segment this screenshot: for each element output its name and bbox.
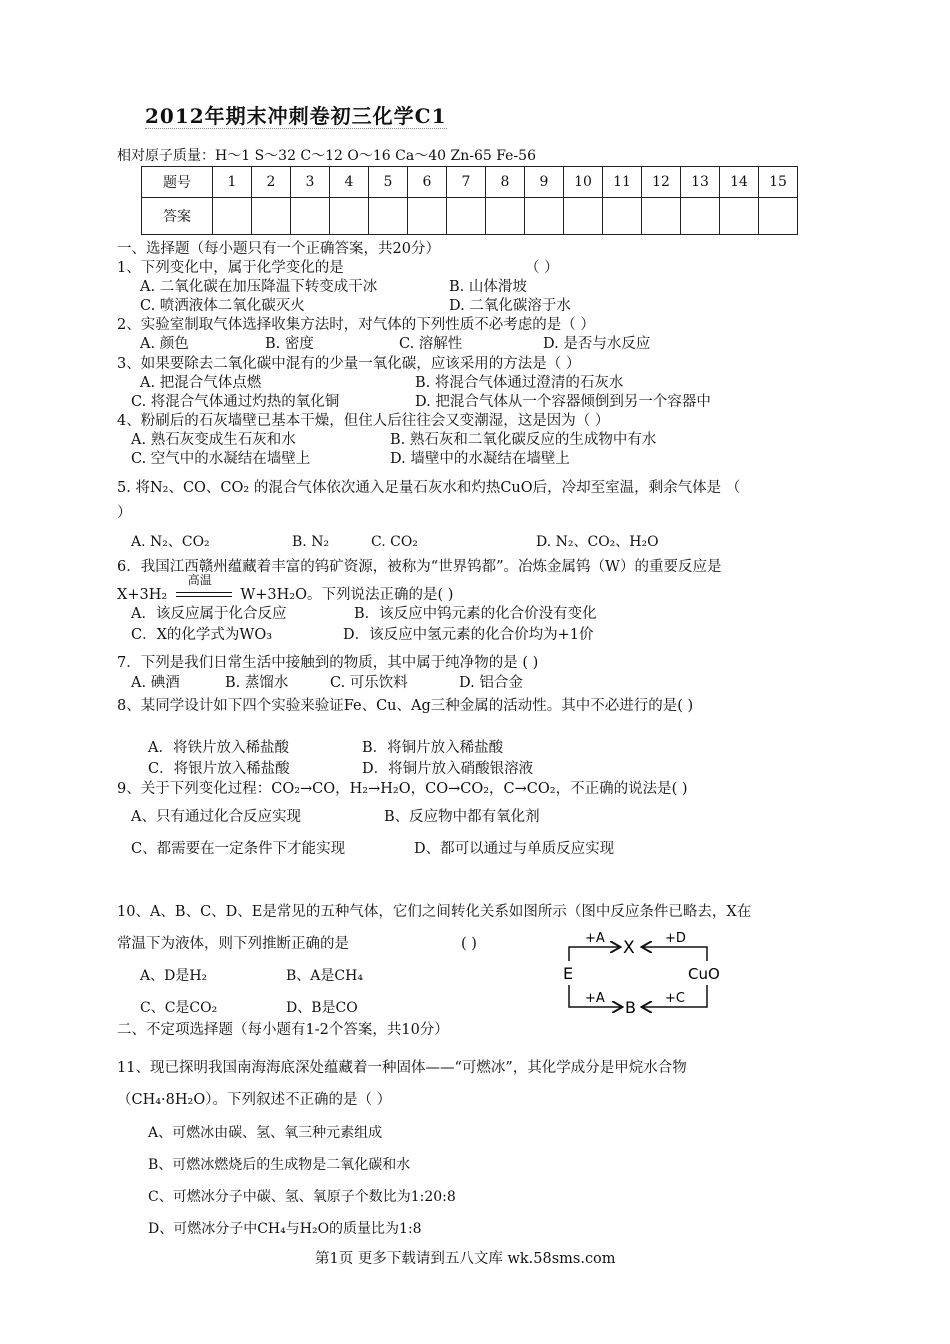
diagram-label-top-right: +D xyxy=(665,931,686,946)
q9-option-c: C、都需要在一定条件下才能实现 xyxy=(131,841,346,857)
q8-option-c: C．将银片放入稀盐酸 xyxy=(148,761,290,777)
q11-stem: 11、现已探明我国南海海底深处蕴藏着一种固体——“可燃冰”，其化学成分是甲烷水合物 xyxy=(117,1060,687,1076)
q5-option-d: D. N₂、CO₂、H₂O xyxy=(536,534,659,550)
q6-condition: 高温 xyxy=(187,573,212,587)
q10-option-a: A、D是H₂ xyxy=(140,968,208,984)
q3-option-c: C. 将混合气体通过灼热的氧化铜 xyxy=(131,394,340,410)
number-cell: 6 xyxy=(408,167,447,198)
q2-option-b: B. 密度 xyxy=(265,336,314,352)
diagram-label-bottom-left: +A xyxy=(585,991,605,1006)
q10-option-b: B、A是CH₄ xyxy=(286,968,363,984)
q8-option-d: D．将铜片放入硝酸银溶液 xyxy=(362,761,534,777)
q9-stem: 9、关于下列变化过程：CO₂→CO，H₂→H₂O，CO→CO₂，C→CO₂，不正确的说法是( ) xyxy=(117,781,688,797)
q8-option-a: A．将铁片放入稀盐酸 xyxy=(148,740,289,756)
diagram-node-x: X xyxy=(623,938,635,958)
q9-option-b: B、反应物中都有氧化剂 xyxy=(384,809,540,825)
number-cell: 10 xyxy=(564,167,603,198)
answer-cell[interactable] xyxy=(486,198,525,235)
q7-option-a: A. 碘酒 xyxy=(131,675,180,691)
answer-cell[interactable] xyxy=(603,198,642,235)
diagram-label-bottom-right: +C xyxy=(665,991,685,1006)
q10-option-d: D、B是CO xyxy=(286,1000,358,1016)
q5-option-a: A. N₂、CO₂ xyxy=(131,534,210,550)
header-label-cell: 题号 xyxy=(142,167,213,198)
q3-option-d: D. 把混合气体从一个容器倾倒到另一个容器中 xyxy=(415,394,711,410)
q2-option-c: C. 溶解性 xyxy=(399,336,463,352)
answer-cell[interactable] xyxy=(642,198,681,235)
q4-option-c: C. 空气中的水凝结在墙壁上 xyxy=(131,451,311,467)
q10-transformation-diagram xyxy=(555,925,730,1035)
q5-paren-close: ） xyxy=(117,505,132,521)
page-title: 2012年期末冲刺卷初三化学C1 xyxy=(145,104,447,128)
atomic-masses: 相对原子质量：H～1 S～32 C～12 O～16 Ca～40 Zn-65 Fe-56 xyxy=(117,148,536,164)
section-2-heading: 二、不定项选择题（每小题有1-2个答案，共10分） xyxy=(117,1022,449,1038)
answer-table xyxy=(141,166,798,235)
answer-cell[interactable] xyxy=(291,198,330,235)
q10-stem: 10、A、B、C、D、E是常见的五种气体，它们之间转化关系如图所示（图中反应条件已略去，X在 xyxy=(117,904,752,920)
page-footer: 第1页 更多下载请到五八文库 wk.58sms.com xyxy=(315,1251,616,1267)
q9-option-d: D、都可以通过与单质反应实现 xyxy=(414,841,615,857)
number-cell: 2 xyxy=(252,167,291,198)
q1-option-d: D. 二氧化碳溶于水 xyxy=(449,298,571,314)
q11-option-d: D、可燃冰分子中CH₄与H₂O的质量比为1:8 xyxy=(148,1221,422,1237)
q11-stem-2: （CH₄·8H₂O）。下列叙述不正确的是（ ） xyxy=(117,1092,392,1108)
number-cell: 11 xyxy=(603,167,642,198)
answer-cell[interactable] xyxy=(213,198,252,235)
q3-option-b: B. 将混合气体通过澄清的石灰水 xyxy=(415,375,624,391)
q5-stem: 5. 将N₂、CO、CO₂ 的混合气体依次通入足量石灰水和灼热CuO后，冷却至室温，剩余气体是 （ xyxy=(117,480,741,496)
q8-stem: 8、某同学设计如下四个实验来验证Fe、Cu、Ag三种金属的活动性。其中不必进行的是( ) xyxy=(117,698,694,714)
q4-option-d: D. 墙壁中的水凝结在墙壁上 xyxy=(390,451,570,467)
q6-equation-right: W+3H₂O。下列说法正确的是( ) xyxy=(240,587,454,603)
q10-option-c: C、C是CO₂ xyxy=(140,1000,218,1016)
q1-option-c: C. 喷洒液体二氧化碳灭火 xyxy=(140,298,305,314)
q1-option-a: A. 二氧化碳在加压降温下转变成干冰 xyxy=(140,279,378,295)
answer-cell[interactable] xyxy=(525,198,564,235)
diagram-node-cuo: CuO xyxy=(688,965,720,983)
number-cell: 8 xyxy=(486,167,525,198)
arrow-cuo-to-x xyxy=(643,947,707,961)
number-cell: 13 xyxy=(681,167,720,198)
q2-option-d: D. 是否与水反应 xyxy=(543,336,651,352)
diagram-label-top-left: +A xyxy=(585,931,605,946)
answer-cell[interactable] xyxy=(369,198,408,235)
answer-cell[interactable] xyxy=(564,198,603,235)
diagram-node-e: E xyxy=(563,964,574,983)
q5-option-c: C. CO₂ xyxy=(371,534,418,550)
q7-option-d: D. 铝合金 xyxy=(459,675,523,691)
number-cell: 7 xyxy=(447,167,486,198)
number-cell: 4 xyxy=(330,167,369,198)
number-cell: 14 xyxy=(720,167,759,198)
q7-stem: 7．下列是我们日常生活中接触到的物质，其中属于纯净物的是 ( ) xyxy=(117,655,539,671)
q10-stem-2: 常温下为液体，则下列推断正确的是 xyxy=(117,936,349,952)
q7-option-c: C. 可乐饮料 xyxy=(330,675,408,691)
q4-option-a: A. 熟石灰变成生石灰和水 xyxy=(131,432,296,448)
arrow-e-to-x xyxy=(569,947,619,961)
answer-cell[interactable] xyxy=(447,198,486,235)
q6-equation xyxy=(117,573,454,604)
q6-stem: 6．我国江西赣州蕴藏着丰富的钨矿资源，被称为“世界钨都”。冶炼金属钨（W）的重要反应是 xyxy=(117,559,722,575)
q3-option-a: A. 把混合气体点燃 xyxy=(140,375,262,391)
q7-option-b: B. 蒸馏水 xyxy=(225,675,289,691)
q8-option-b: B．将铜片放入稀盐酸 xyxy=(362,740,504,756)
q6-equation-left: X+3H₂ xyxy=(117,587,168,603)
q6-option-a: A．该反应属于化合反应 xyxy=(131,606,287,622)
q2-stem: 2、实验室制取气体选择收集方法时，对气体的下列性质不必考虑的是（ ） xyxy=(117,317,595,333)
q6-option-b: B．该反应中钨元素的化合价没有变化 xyxy=(354,606,597,622)
answer-label-cell: 答案 xyxy=(142,198,213,235)
q4-option-b: B. 熟石灰和二氧化碳反应的生成物中有水 xyxy=(390,432,657,448)
number-cell: 12 xyxy=(642,167,681,198)
q1-stem: 1、下列变化中，属于化学变化的是 xyxy=(117,260,344,276)
answer-cell[interactable] xyxy=(681,198,720,235)
answer-cell[interactable] xyxy=(759,198,798,235)
q11-option-c: C、可燃冰分子中碳、氢、氧原子个数比为1:20:8 xyxy=(148,1189,456,1205)
q6-equals-sign xyxy=(176,573,232,599)
q6-option-d: D．该反应中氢元素的化合价均为+1价 xyxy=(343,627,594,643)
q3-stem: 3、如果要除去二氧化碳中混有的少量一氧化碳，应该采用的方法是（ ） xyxy=(117,356,581,372)
number-cell: 5 xyxy=(369,167,408,198)
section-1-heading: 一、选择题（每小题只有一个正确答案，共20分） xyxy=(117,241,440,257)
answer-cell[interactable] xyxy=(408,198,447,235)
answer-cell[interactable] xyxy=(330,198,369,235)
q10-paren: ( ) xyxy=(461,936,477,952)
number-cell: 15 xyxy=(759,167,798,198)
answer-cell[interactable] xyxy=(720,198,759,235)
q9-option-a: A、只有通过化合反应实现 xyxy=(131,809,301,825)
number-cell: 9 xyxy=(525,167,564,198)
q1-option-b: B. 山体滑坡 xyxy=(449,279,527,295)
number-cell: 3 xyxy=(291,167,330,198)
q6-option-c: C．X的化学式为WO₃ xyxy=(131,627,273,643)
q11-option-b: B、可燃冰燃烧后的生成物是二氧化碳和水 xyxy=(148,1157,411,1173)
q2-option-a: A. 颜色 xyxy=(140,336,189,352)
q1-paren: （ ） xyxy=(525,260,559,276)
answer-cell[interactable] xyxy=(252,198,291,235)
number-cell: 1 xyxy=(213,167,252,198)
q5-option-b: B. N₂ xyxy=(292,534,330,550)
q4-stem: 4、粉刷后的石灰墙壁已基本干燥，但住人后往往会又变潮湿，这是因为（ ） xyxy=(117,413,610,429)
diagram-node-b: B xyxy=(625,998,636,1017)
q11-option-a: A、可燃冰由碳、氢、氧三种元素组成 xyxy=(148,1125,383,1141)
